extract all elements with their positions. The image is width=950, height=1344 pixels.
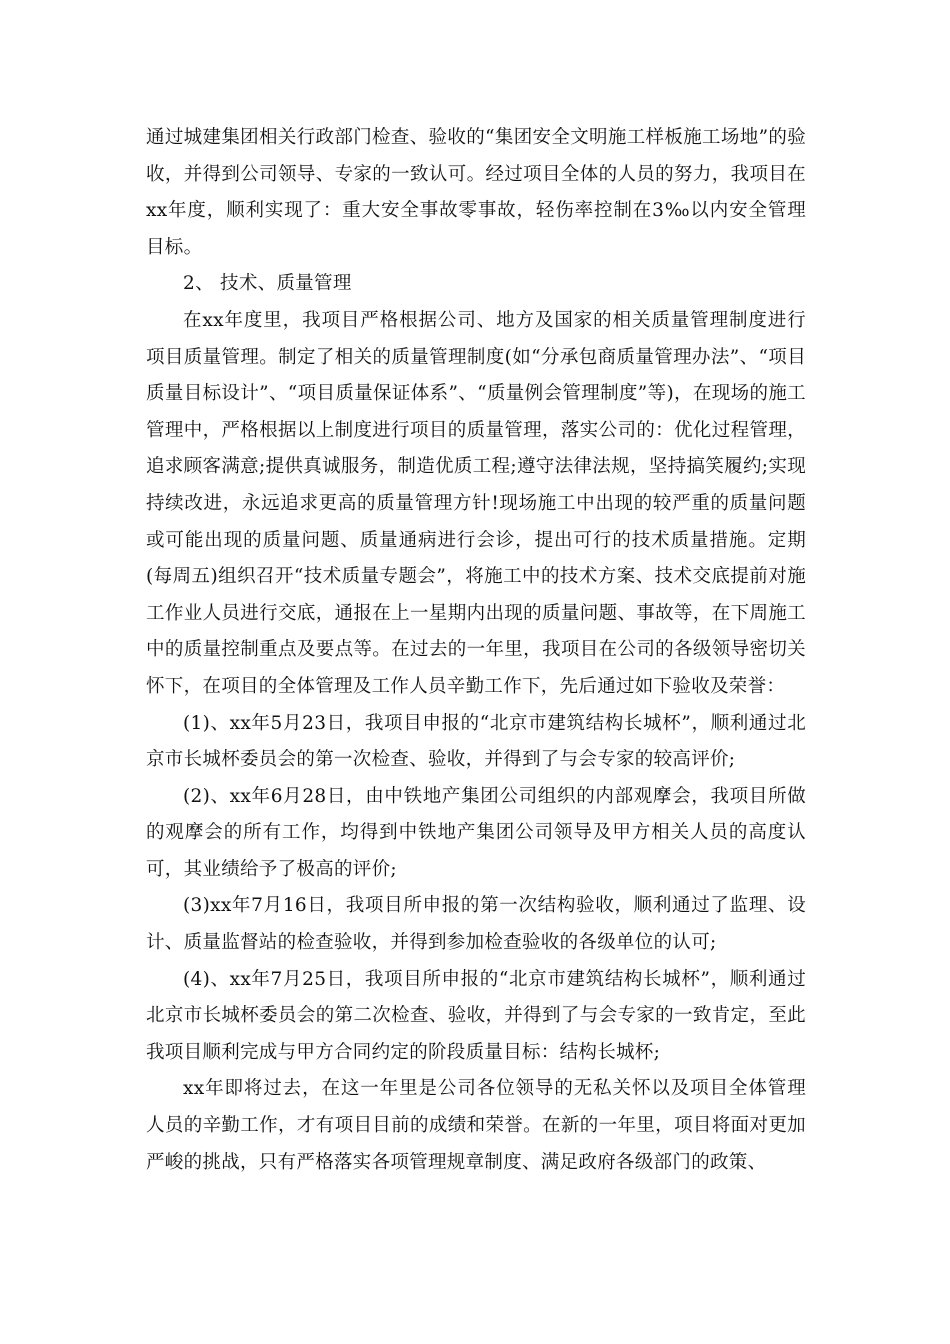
section-heading-tech-quality: 2、 技术、质量管理 <box>183 273 352 295</box>
list-item-honor-1: (1)、xx年5月23日，我项目申报的“北京市建筑结构长城杯”，顺利通过北京市长城杯委员会的第一次检查、验收，并得到了与会专家的较高评价; <box>146 712 806 771</box>
list-item-honor-2: (2)、xx年6月28日，由中铁地产集团公司组织的内部观摩会，我项目所做的观摩会的所有工作，均得到中铁地产集团公司领导及甲方相关人员的高度认可，其业绩给予了极高的评价; <box>146 785 806 880</box>
paragraph-quality-management: 在xx年度里，我项目严格根据公司、地方及国家的相关质量管理制度进行项目质量管理。制定了相关的质量管理制度(如“分承包商质量管理办法”、“项目质量目标设计”、“项目质量保证体系”、“质量例会管理制度”等)，在现场的施工管理中，严格根据以上制度进行项目的质量管理，落实公司的：优化过程管理，追求顾客满意;提供真诚服务，制造优质工程;遵守法律法规，坚持搞笑履约;实现持续改进，永远追求更高的质量管理方针!现场施工中出现的较严重的质量问题或可能出现的质量问题、质量通病进行会诊，提出可行的技术质量措施。定期(每周五)组织召开“技术质量专题会”，将施工中的技术方案、技术交底提前对施工作业人员进行交底，通报在上一星期内出现的质量问题、事故等，在下周施工中的质量控制重点及要点等。在过去的一年里，我项目在公司的各级领导密切关怀下，在项目的全体管理及工作人员辛勤工作下，先后通过如下验收及荣誉： <box>146 309 807 697</box>
paragraph-year-outlook: xx年即将过去，在这一年里是公司各位领导的无私关怀以及项目全体管理人员的辛勤工作，才有项目目前的成绩和荣誉。在新的一年里，项目将面对更加严峻的挑战，只有严格落实各项管理规章制度、满足政府各级部门的政策、 <box>146 1078 806 1173</box>
list-item-honor-4: (4)、xx年7月25日，我项目所申报的“北京市建筑结构长城杯”，顺利通过北京市长城杯委员会的第二次检查、验收，并得到了与会专家的一致肯定，至此我项目顺利完成与甲方合同约定的阶段质量目标：结构长城杯; <box>146 968 806 1063</box>
list-item-honor-3: (3)xx年7月16日，我项目所申报的第一次结构验收，顺利通过了监理、设计、质量监督站的检查验收，并得到参加检查验收的各级单位的认可; <box>146 895 806 954</box>
document-body <box>146 120 806 1181</box>
paragraph-safety-conclusion: 通过城建集团相关行政部门检查、验收的“集团安全文明施工样板施工场地”的验收，并得到公司领导、专家的一致认可。经过项目全体的人员的努力，我项目在xx年度，顺利实现了：重大安全事故零事故，轻伤率控制在3‰以内安全管理目标。 <box>146 127 806 258</box>
